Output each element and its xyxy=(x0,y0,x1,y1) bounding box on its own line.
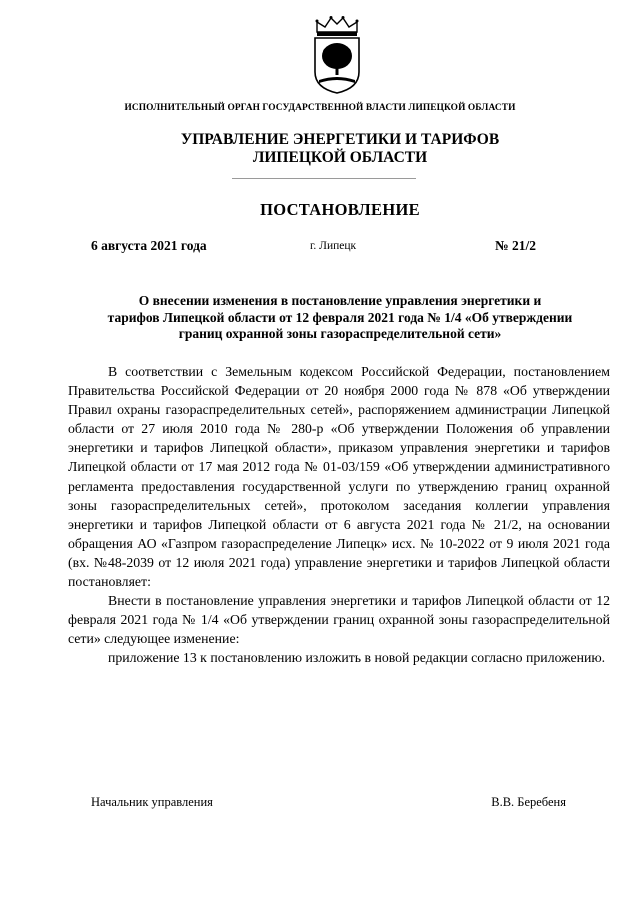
department-name xyxy=(80,131,600,166)
department-name-line-2: ЛИПЕЦКОЙ ОБЛАСТИ xyxy=(252,148,428,166)
subject-line-3: границ охранной зоны газораспределительной сети» xyxy=(178,326,502,341)
document-body xyxy=(68,362,610,668)
department-name-line-1: УПРАВЛЕНИЕ ЭНЕРГЕТИКИ И ТАРИФОВ xyxy=(180,131,500,148)
document-date: 6 августа 2021 года xyxy=(91,238,207,253)
coat-of-arms-icon xyxy=(305,14,369,94)
document-subject xyxy=(70,293,610,343)
body-paragraph-preamble: В соответствии с Земельным кодексом Российской Федерации, постановлением Правительства Российской Федерации от 20 ноября 2000 года № 878 «Об утверждении Правил охраны газораспределительных сетей», распоряжением администрации Липецкой области от 27 июля 2010 года № 280-р «Об утверждении Положения об управлении энергетики и тарифов Липецкой области», приказом управления энергетики и тарифов Липецкой области от 17 мая 2012 года № 01-03/159 «Об утверждении административного регламента предоставления государственной услуги по утверждению границ охранной зоны газораспределительных сетей», протоколом заседания коллегии управления энергетики и тарифов Липецкой области от 6 августа 2021 года № 21/2, на основании обращения АО «Газпром газораспределение Липецк» исх. № 10-2022 от 9 июля 2021 года (вх. №48-2039 от 12 июля 2021 года) управление энергетики и тарифов Липецкой области постановляет: xyxy=(68,364,610,590)
subject-line-1: О внесении изменения в постановление управления энергетики и xyxy=(138,293,542,308)
body-paragraph-resolution: Внести в постановление управления энергетики и тарифов Липецкой области от 12 февраля 2021 года № 1/4 «Об утверждении границ охранной зоны газораспределительной сети» следующее изменение: xyxy=(68,593,610,647)
subject-line-2: тарифов Липецкой области от 12 февраля 2021 года № 1/4 «Об утверждении xyxy=(107,309,573,325)
signatory-position: Начальник управления xyxy=(91,795,213,809)
signature-block xyxy=(91,795,566,810)
document-number: № 21/2 xyxy=(495,238,536,253)
body-paragraph-amendment: приложение 13 к постановлению изложить в новой редакции согласно приложению. xyxy=(108,650,606,666)
signatory-name: В.В. Беребеня xyxy=(491,795,566,809)
document-type-title: ПОСТАНОВЛЕНИЕ xyxy=(260,200,420,219)
issuing-authority-line: ИСПОЛНИТЕЛЬНЫЙ ОРГАН ГОСУДАРСТВЕННОЙ ВЛАСТИ ЛИПЕЦКОЙ ОБЛАСТИ xyxy=(124,103,516,113)
document-city: г. Липецк xyxy=(310,240,357,252)
header-divider xyxy=(232,178,416,179)
